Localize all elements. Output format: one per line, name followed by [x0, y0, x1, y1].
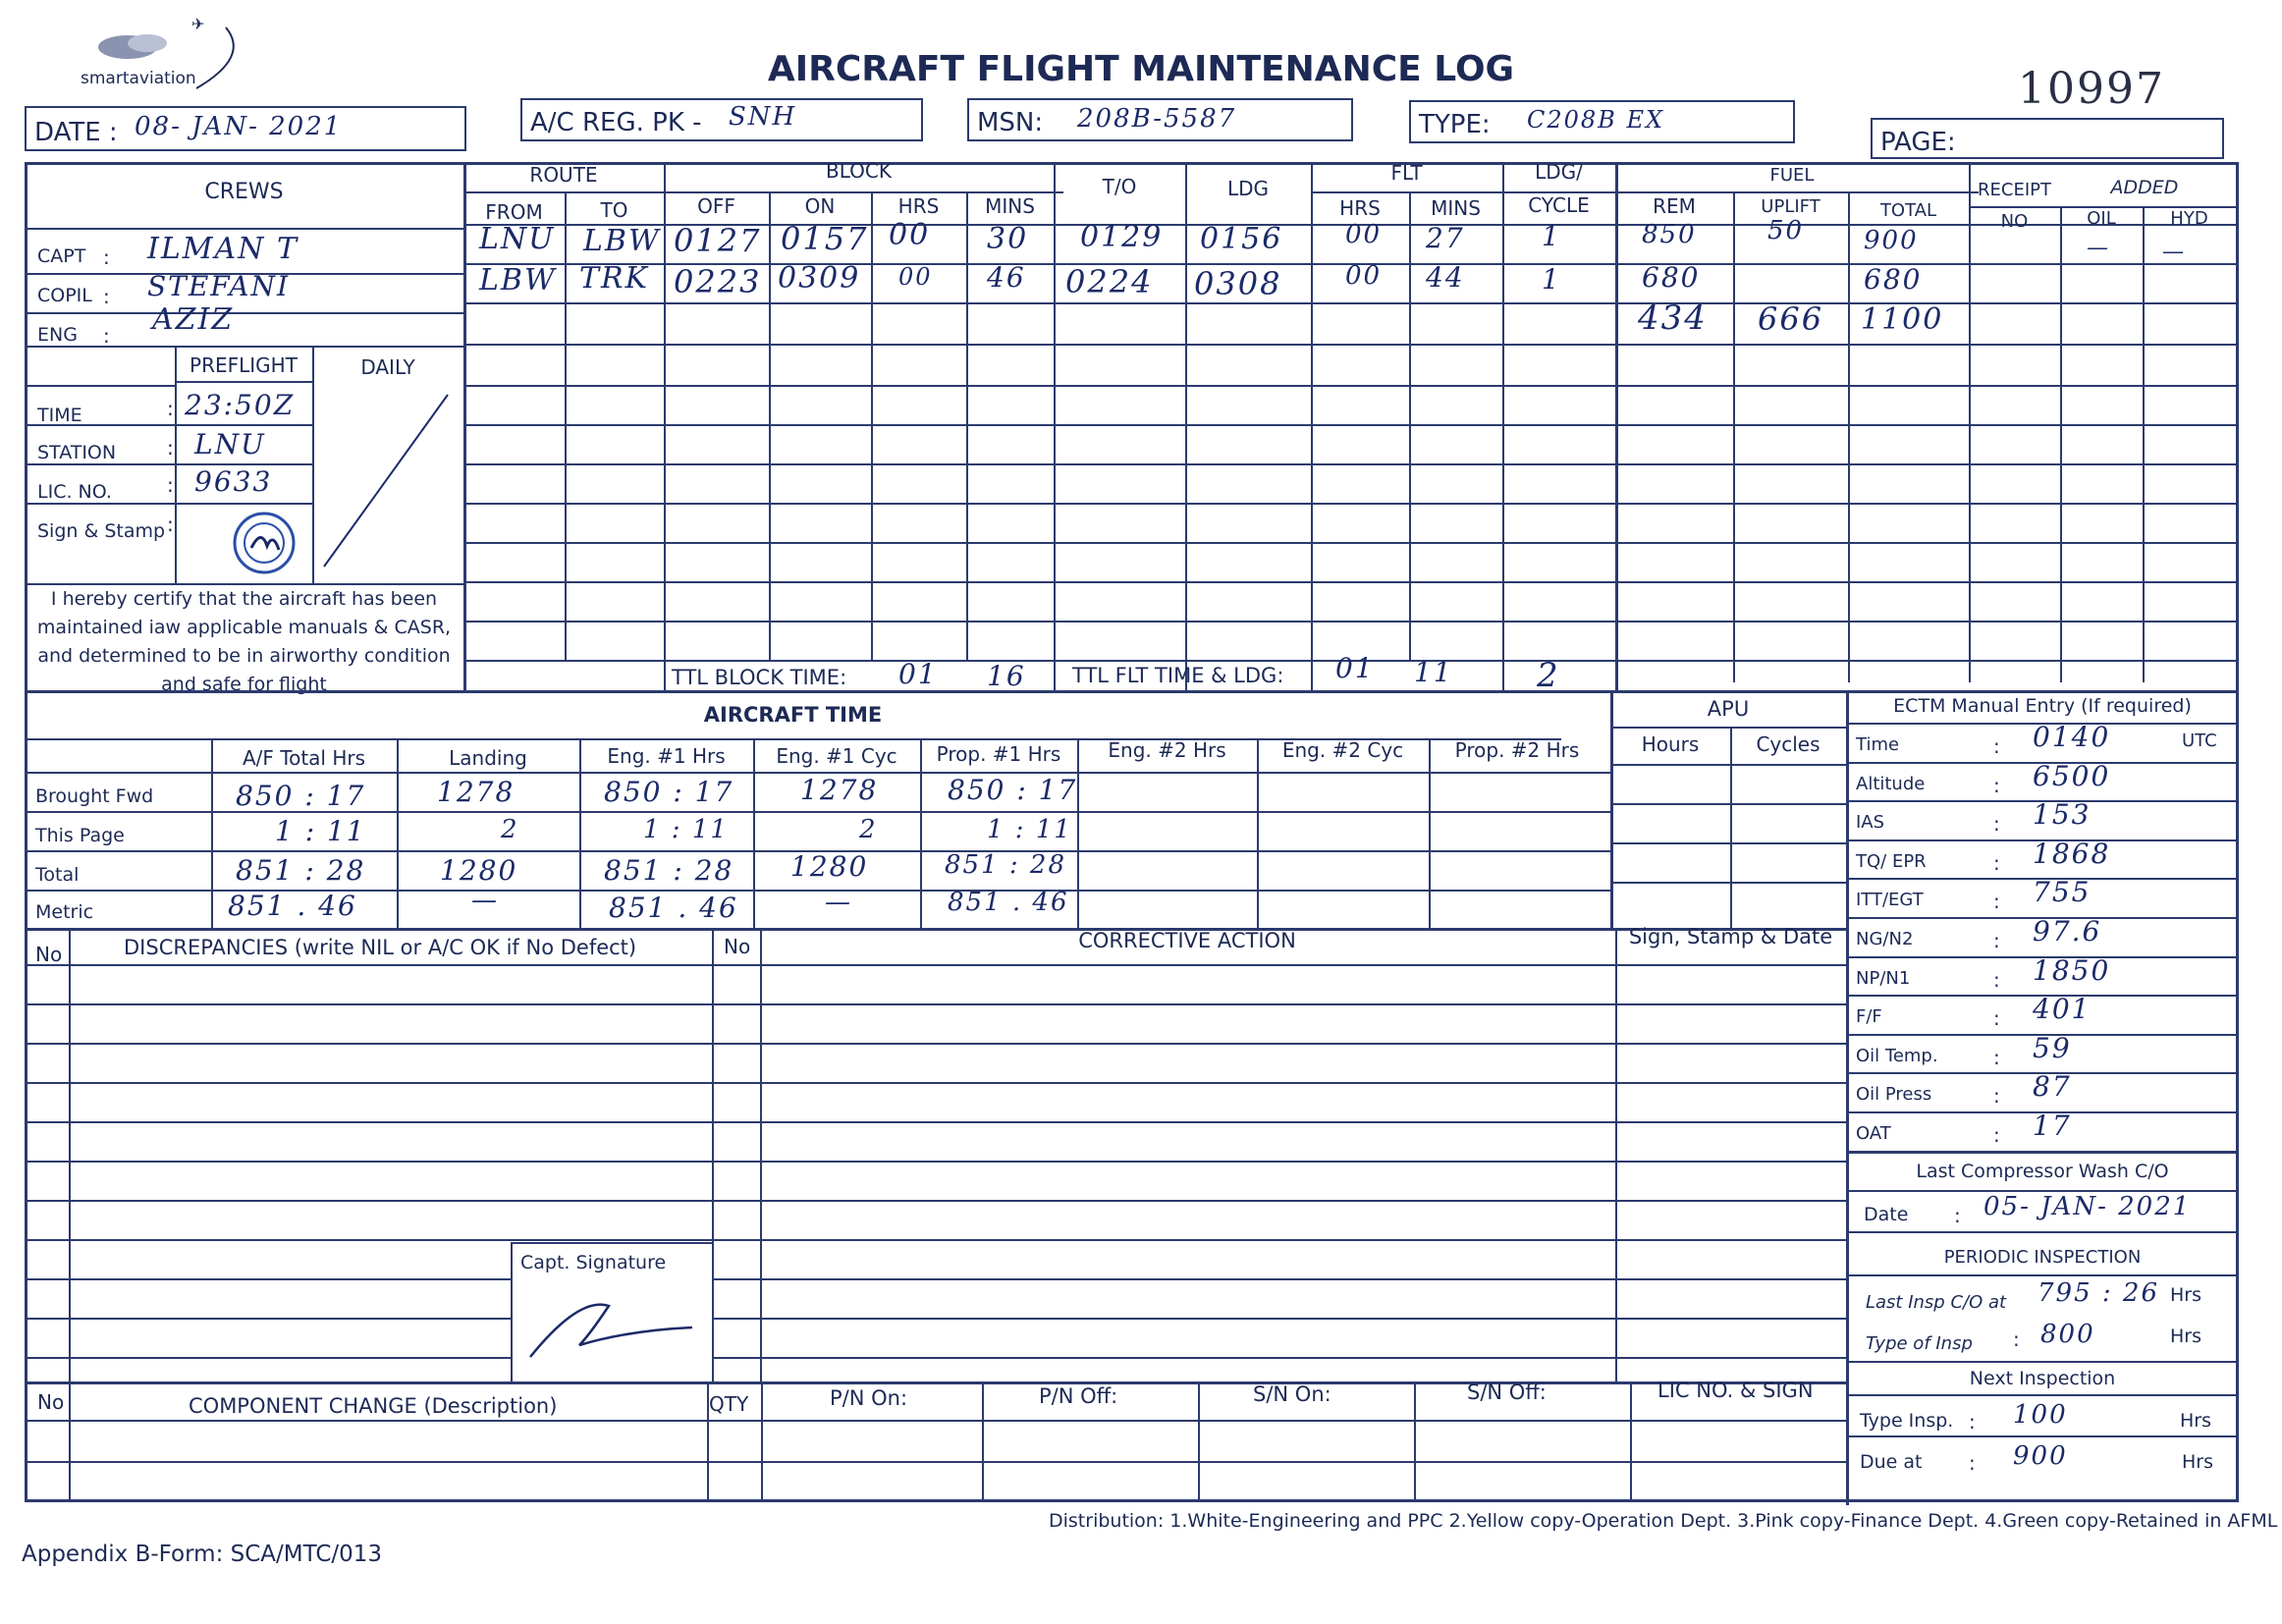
- due-value: 900: [2013, 1441, 2068, 1471]
- at-row-label: Metric: [35, 901, 94, 923]
- disc-row-line: [25, 1161, 1846, 1163]
- cell-off: 0127: [674, 222, 762, 259]
- crew-label: COPIL: [37, 285, 92, 306]
- page-label: PAGE:: [1880, 128, 1956, 157]
- corr-row-line: [712, 1278, 1846, 1280]
- cell-mins: 30: [987, 222, 1029, 256]
- crew-value: AZIZ: [152, 302, 235, 337]
- date-label: DATE :: [34, 118, 118, 147]
- compressor-date-value: 05- JAN- 2021: [1983, 1192, 2192, 1221]
- rem-header: REM: [1653, 194, 1696, 218]
- type-insp-value: 800: [2040, 1320, 2095, 1349]
- preflight-value: LNU: [194, 428, 266, 460]
- crew-value: ILMAN T: [147, 232, 299, 266]
- cell-to: LBW: [583, 224, 661, 258]
- daily-strikeout: [312, 385, 463, 581]
- disc-no-header: No: [35, 943, 63, 966]
- at-row-label: Brought Fwd: [35, 785, 154, 807]
- pn-on-header: P/N On:: [830, 1386, 908, 1410]
- svg-text:✈: ✈: [191, 18, 205, 33]
- preflight-label: TIME: [37, 405, 82, 426]
- flt-mins-header: MINS: [1431, 196, 1481, 220]
- ectm-value: 17: [2033, 1110, 2072, 1142]
- off-header: OFF: [697, 194, 735, 218]
- compressor-date-label: Date: [1864, 1204, 1909, 1225]
- cell-oil: —: [2087, 236, 2110, 260]
- at-col-header: Landing: [449, 746, 527, 770]
- at-cell: 850 : 17: [604, 776, 734, 808]
- at-cell: 851 . 46: [609, 892, 738, 924]
- block-header: BLOCK: [826, 159, 892, 183]
- cell-uplift: 50: [1767, 216, 1805, 245]
- colon: :: [1993, 1084, 2000, 1109]
- stamp-icon: [224, 509, 304, 577]
- preflight-value: 23:50Z: [185, 389, 296, 421]
- disc-row-line: [25, 1082, 1846, 1084]
- ectm-label: F/F: [1856, 1006, 1882, 1028]
- ttl-block-label: TTL BLOCK TIME:: [672, 666, 847, 689]
- pn-off-header: P/N Off:: [1039, 1384, 1118, 1408]
- type-insp-label: Type of Insp: [1866, 1333, 1973, 1354]
- colon: :: [1993, 1123, 2000, 1147]
- at-col-header: Prop. #1 Hrs: [936, 742, 1061, 766]
- to-header: TO: [600, 198, 628, 222]
- mins-header: MINS: [985, 194, 1035, 218]
- corr-row-line: [712, 1318, 1846, 1320]
- ttl-flt-mins: 11: [1414, 656, 1453, 688]
- disc-row-line: [25, 1003, 1846, 1005]
- disc-row-line: [25, 1278, 511, 1280]
- cell-mins: 46: [987, 261, 1026, 294]
- cell-total: 680: [1864, 263, 1923, 296]
- colon: :: [103, 285, 110, 308]
- last-insp-unit: Hrs: [2170, 1284, 2201, 1306]
- at-cell: 1 : 11: [987, 815, 1072, 844]
- certify-text-value: I hereby certify that the aircraft has been maintained iaw applicable manuals & CASR, and determined to be in airworthy condition and safe for flight: [36, 588, 452, 695]
- ttl-flt-label: TTL FLT TIME & LDG:: [1072, 664, 1284, 687]
- at-cell: —: [471, 886, 499, 915]
- colon: :: [1993, 734, 2000, 758]
- cell-hrs: 00: [898, 263, 933, 291]
- sn-on-header: S/N On:: [1253, 1382, 1331, 1406]
- colon: :: [1993, 1006, 2000, 1031]
- cell-total: 900: [1864, 226, 1919, 255]
- cell-hyd: —: [2162, 240, 2186, 264]
- cell-to-time: 0224: [1065, 263, 1154, 300]
- page-title: AIRCRAFT FLIGHT MAINTENANCE LOG: [767, 49, 1515, 89]
- crew-label: ENG: [37, 324, 78, 346]
- at-col-header: Eng. #2 Cyc: [1281, 738, 1404, 762]
- ectm-value: 59: [2033, 1031, 2072, 1064]
- cell-ldg: 0156: [1200, 222, 1283, 256]
- cell-cycle: 1: [1542, 263, 1561, 296]
- ectm-value: 153: [2033, 798, 2092, 832]
- preflight-label: Sign & Stamp: [37, 520, 166, 542]
- type-value: C208B EX: [1527, 106, 1665, 134]
- cell-rem: 680: [1642, 261, 1701, 294]
- apu-hours: Hours: [1641, 732, 1700, 756]
- ectm-value: 755: [2033, 876, 2092, 909]
- at-col-header: Eng. #1 Hrs: [607, 744, 726, 768]
- colon: :: [1969, 1451, 1976, 1475]
- on-header: ON: [804, 194, 836, 218]
- serial-number: 10997: [2018, 64, 2165, 114]
- receipt-header-text: RECEIPT NO: [1978, 180, 2051, 232]
- at-cell: 1 : 11: [275, 815, 366, 847]
- next-inspection-title: Next Inspection: [1969, 1368, 2116, 1389]
- at-col-header: A/F Total Hrs: [242, 746, 366, 770]
- at-col-header: Eng. #1 Cyc: [776, 744, 897, 768]
- page-field[interactable]: [1871, 118, 2224, 159]
- ectm-value: 0140: [2033, 721, 2111, 753]
- at-cell: 851 : 28: [604, 854, 734, 887]
- cell-total: 1100: [1861, 302, 1944, 337]
- hrs-header: HRS: [897, 194, 940, 218]
- cell-flt-hrs: 00: [1345, 220, 1383, 249]
- colon: :: [1969, 1410, 1976, 1434]
- preflight-label: STATION: [37, 442, 117, 463]
- preflight-header: PREFLIGHT: [190, 353, 298, 377]
- ectm-value: 87: [2033, 1070, 2072, 1104]
- ectm-value: 401: [2033, 993, 2092, 1026]
- ectm-value: 1868: [2033, 837, 2111, 870]
- ectm-label: OAT: [1856, 1123, 1891, 1144]
- hyd-header: HYD: [2170, 208, 2208, 229]
- colon: :: [2013, 1327, 2020, 1351]
- at-col-header: Eng. #2 Hrs: [1108, 738, 1226, 762]
- cell-on: 0309: [778, 261, 861, 296]
- lic-sign-header: LIC NO. & SIGN: [1657, 1379, 1814, 1402]
- fuel-header: FUEL: [1769, 165, 1815, 186]
- at-cell: 850 : 17: [948, 774, 1078, 806]
- capt-signature: [520, 1286, 707, 1365]
- uplift-header: UPLIFT: [1761, 196, 1820, 217]
- next-type-label: Type Insp.: [1860, 1410, 1954, 1432]
- cell-from: LBW: [479, 263, 557, 298]
- to-time-header: T/O: [1102, 175, 1137, 198]
- reg-value: SNH: [729, 102, 797, 132]
- due-unit: Hrs: [2182, 1451, 2213, 1473]
- disc-row-line: [25, 1121, 1846, 1123]
- ectm-label: TQ/ EPR: [1856, 850, 1927, 872]
- comp-no-header: No: [37, 1390, 65, 1414]
- ectm-label: IAS: [1856, 812, 1885, 834]
- cell-flt-mins: 27: [1426, 222, 1465, 254]
- ectm-value: 97.6: [2033, 915, 2102, 947]
- last-insp-value: 795 : 26: [2038, 1278, 2159, 1308]
- at-cell: 1278: [800, 774, 879, 806]
- colon: :: [1954, 1204, 1961, 1227]
- at-cell: 851 : 28: [945, 850, 1066, 880]
- due-label: Due at: [1860, 1451, 1923, 1473]
- ectm-label: Altitude: [1856, 773, 1926, 794]
- flt-header: FLT: [1390, 161, 1423, 185]
- disc-row-line: [25, 1043, 1846, 1045]
- msn-value: 208B-5587: [1077, 104, 1237, 134]
- colon: :: [167, 397, 174, 420]
- ttl-block-mins: 16: [987, 660, 1026, 692]
- reg-label: A/C REG. PK -: [530, 108, 702, 137]
- ectm-label: ITT/EGT: [1856, 890, 1924, 911]
- colon: :: [167, 473, 174, 497]
- aircraft-time-title: AIRCRAFT TIME: [703, 703, 883, 727]
- colon: :: [103, 245, 110, 269]
- ectm-value: 1850: [2033, 953, 2111, 987]
- capt-signature-label: Capt. Signature: [520, 1252, 667, 1273]
- from-header: FROM: [485, 200, 543, 224]
- at-cell: 851 . 46: [948, 888, 1069, 917]
- cell-flt-mins: 44: [1426, 261, 1465, 294]
- ectm-label: Time: [1856, 734, 1900, 755]
- daily-header: DAILY: [360, 355, 415, 379]
- ldg-header: LDG: [1226, 177, 1270, 200]
- total-header: TOTAL: [1879, 200, 1937, 221]
- cell-on: 0157: [781, 220, 869, 257]
- periodic-title: PERIODIC INSPECTION: [1943, 1247, 2142, 1268]
- cell-to-time: 0129: [1080, 220, 1164, 254]
- cell-cycle: 1: [1542, 220, 1561, 252]
- next-type-unit: Hrs: [2180, 1410, 2211, 1432]
- ldg-cycle-header-text: LDG/ CYCLE: [1528, 160, 1590, 217]
- colon: :: [1993, 890, 2000, 914]
- at-cell: 1 : 11: [643, 815, 729, 844]
- colon: :: [103, 324, 110, 348]
- cell-rem: 434: [1638, 298, 1708, 338]
- receipt-header: [1969, 175, 2060, 238]
- colon: :: [1993, 929, 2000, 952]
- compressor-title: Last Compressor Wash C/O: [1916, 1161, 2169, 1182]
- at-cell: 1280: [790, 850, 869, 883]
- colon: :: [1993, 812, 2000, 837]
- ectm-value: 6500: [2033, 759, 2111, 792]
- at-cell: —: [825, 888, 852, 917]
- disc-row-line: [25, 1357, 511, 1359]
- colon: :: [1993, 850, 2000, 875]
- cell-from: LNU: [479, 222, 556, 256]
- certify-text: [25, 585, 463, 699]
- preflight-value: 9633: [194, 465, 273, 498]
- ttl-block-hrs: 01: [898, 658, 938, 690]
- ectm-label: NG/N2: [1856, 929, 1914, 949]
- apu-cycles: Cycles: [1756, 732, 1820, 756]
- disc-title: DISCREPANCIES (write NIL or A/C OK if No Defect): [124, 936, 637, 959]
- ttl-flt-hrs: 01: [1335, 652, 1375, 684]
- colon: :: [167, 513, 174, 536]
- ectm-label: Oil Temp.: [1856, 1045, 1938, 1066]
- type-label: TYPE:: [1419, 110, 1491, 139]
- at-cell: 2: [501, 815, 519, 844]
- type-field[interactable]: [1409, 100, 1795, 143]
- cell-to: TRK: [579, 261, 650, 296]
- oil-header: OIL: [2087, 208, 2116, 229]
- cell-rem: 850: [1642, 220, 1697, 249]
- type-insp-unit: Hrs: [2170, 1326, 2201, 1347]
- at-row-label: This Page: [35, 825, 125, 846]
- route-header: ROUTE: [529, 163, 598, 187]
- at-cell: 851 . 46: [228, 890, 357, 922]
- date-field[interactable]: [25, 106, 466, 151]
- qty-header: QTY: [709, 1392, 749, 1416]
- crew-value: STEFANI: [147, 270, 291, 302]
- cell-off: 0223: [674, 263, 762, 300]
- cell-hrs: 00: [889, 218, 931, 252]
- corr-no-header: No: [724, 935, 751, 958]
- at-cell: 1280: [440, 854, 518, 887]
- ldg-cycle-header: [1502, 155, 1615, 222]
- ectm-unit: UTC: [2182, 731, 2217, 751]
- ectm-label: Oil Press: [1856, 1084, 1932, 1106]
- at-cell: 850 : 17: [236, 780, 366, 812]
- disc-row-line: [25, 1318, 511, 1320]
- at-row-label: Total: [35, 864, 80, 886]
- at-cell: 1278: [437, 776, 516, 808]
- last-insp-label: Last Insp C/O at: [1866, 1292, 2007, 1313]
- disc-row-line: [25, 1200, 1846, 1202]
- comp-title: COMPONENT CHANGE (Description): [189, 1394, 558, 1418]
- sn-off-header: S/N Off:: [1467, 1380, 1547, 1404]
- reg-field[interactable]: [520, 98, 923, 141]
- apu-title: APU: [1707, 697, 1750, 721]
- logo-text: smartaviation: [81, 69, 196, 88]
- form-id: Appendix B-Form: SCA/MTC/013: [22, 1542, 383, 1567]
- msn-label: MSN:: [977, 108, 1044, 137]
- msn-field[interactable]: [967, 98, 1353, 141]
- flt-hrs-header: HRS: [1339, 196, 1381, 220]
- ectm-title: ECTM Manual Entry (If required): [1893, 695, 2192, 717]
- date-value: 08- JAN- 2021: [135, 112, 343, 141]
- crews-title: CREWS: [204, 180, 284, 204]
- cell-flt-hrs: 00: [1345, 261, 1383, 291]
- ectm-label: NP/N1: [1856, 967, 1911, 989]
- colon: :: [1993, 967, 2000, 992]
- colon: :: [167, 436, 174, 460]
- at-cell: 2: [859, 815, 878, 844]
- sign-stamp-header: Sign, Stamp & Date: [1628, 925, 1833, 948]
- cell-uplift: 666: [1758, 300, 1824, 338]
- crew-label: CAPT: [37, 245, 86, 267]
- next-type-value: 100: [2013, 1400, 2068, 1430]
- added-header: ADDED: [2110, 177, 2179, 198]
- at-cell: 851 : 28: [236, 854, 366, 887]
- colon: :: [1993, 773, 2000, 797]
- disc-row-line: [25, 1239, 1846, 1241]
- ttl-ldg: 2: [1537, 656, 1560, 695]
- cell-ldg: 0308: [1194, 265, 1282, 302]
- corr-row-line: [712, 1357, 1846, 1359]
- preflight-label: LIC. NO.: [37, 481, 112, 503]
- corrective-title: CORRECTIVE ACTION: [1078, 929, 1296, 952]
- distribution-note: Distribution: 1.White-Engineering and PPC 2.Yellow copy-Operation Dept. 3.Pink copy-Finance Dept. 4.Green copy-Retained in AFML: [1049, 1510, 2278, 1532]
- at-col-header: Prop. #2 Hrs: [1454, 738, 1580, 762]
- colon: :: [1993, 1045, 2000, 1069]
